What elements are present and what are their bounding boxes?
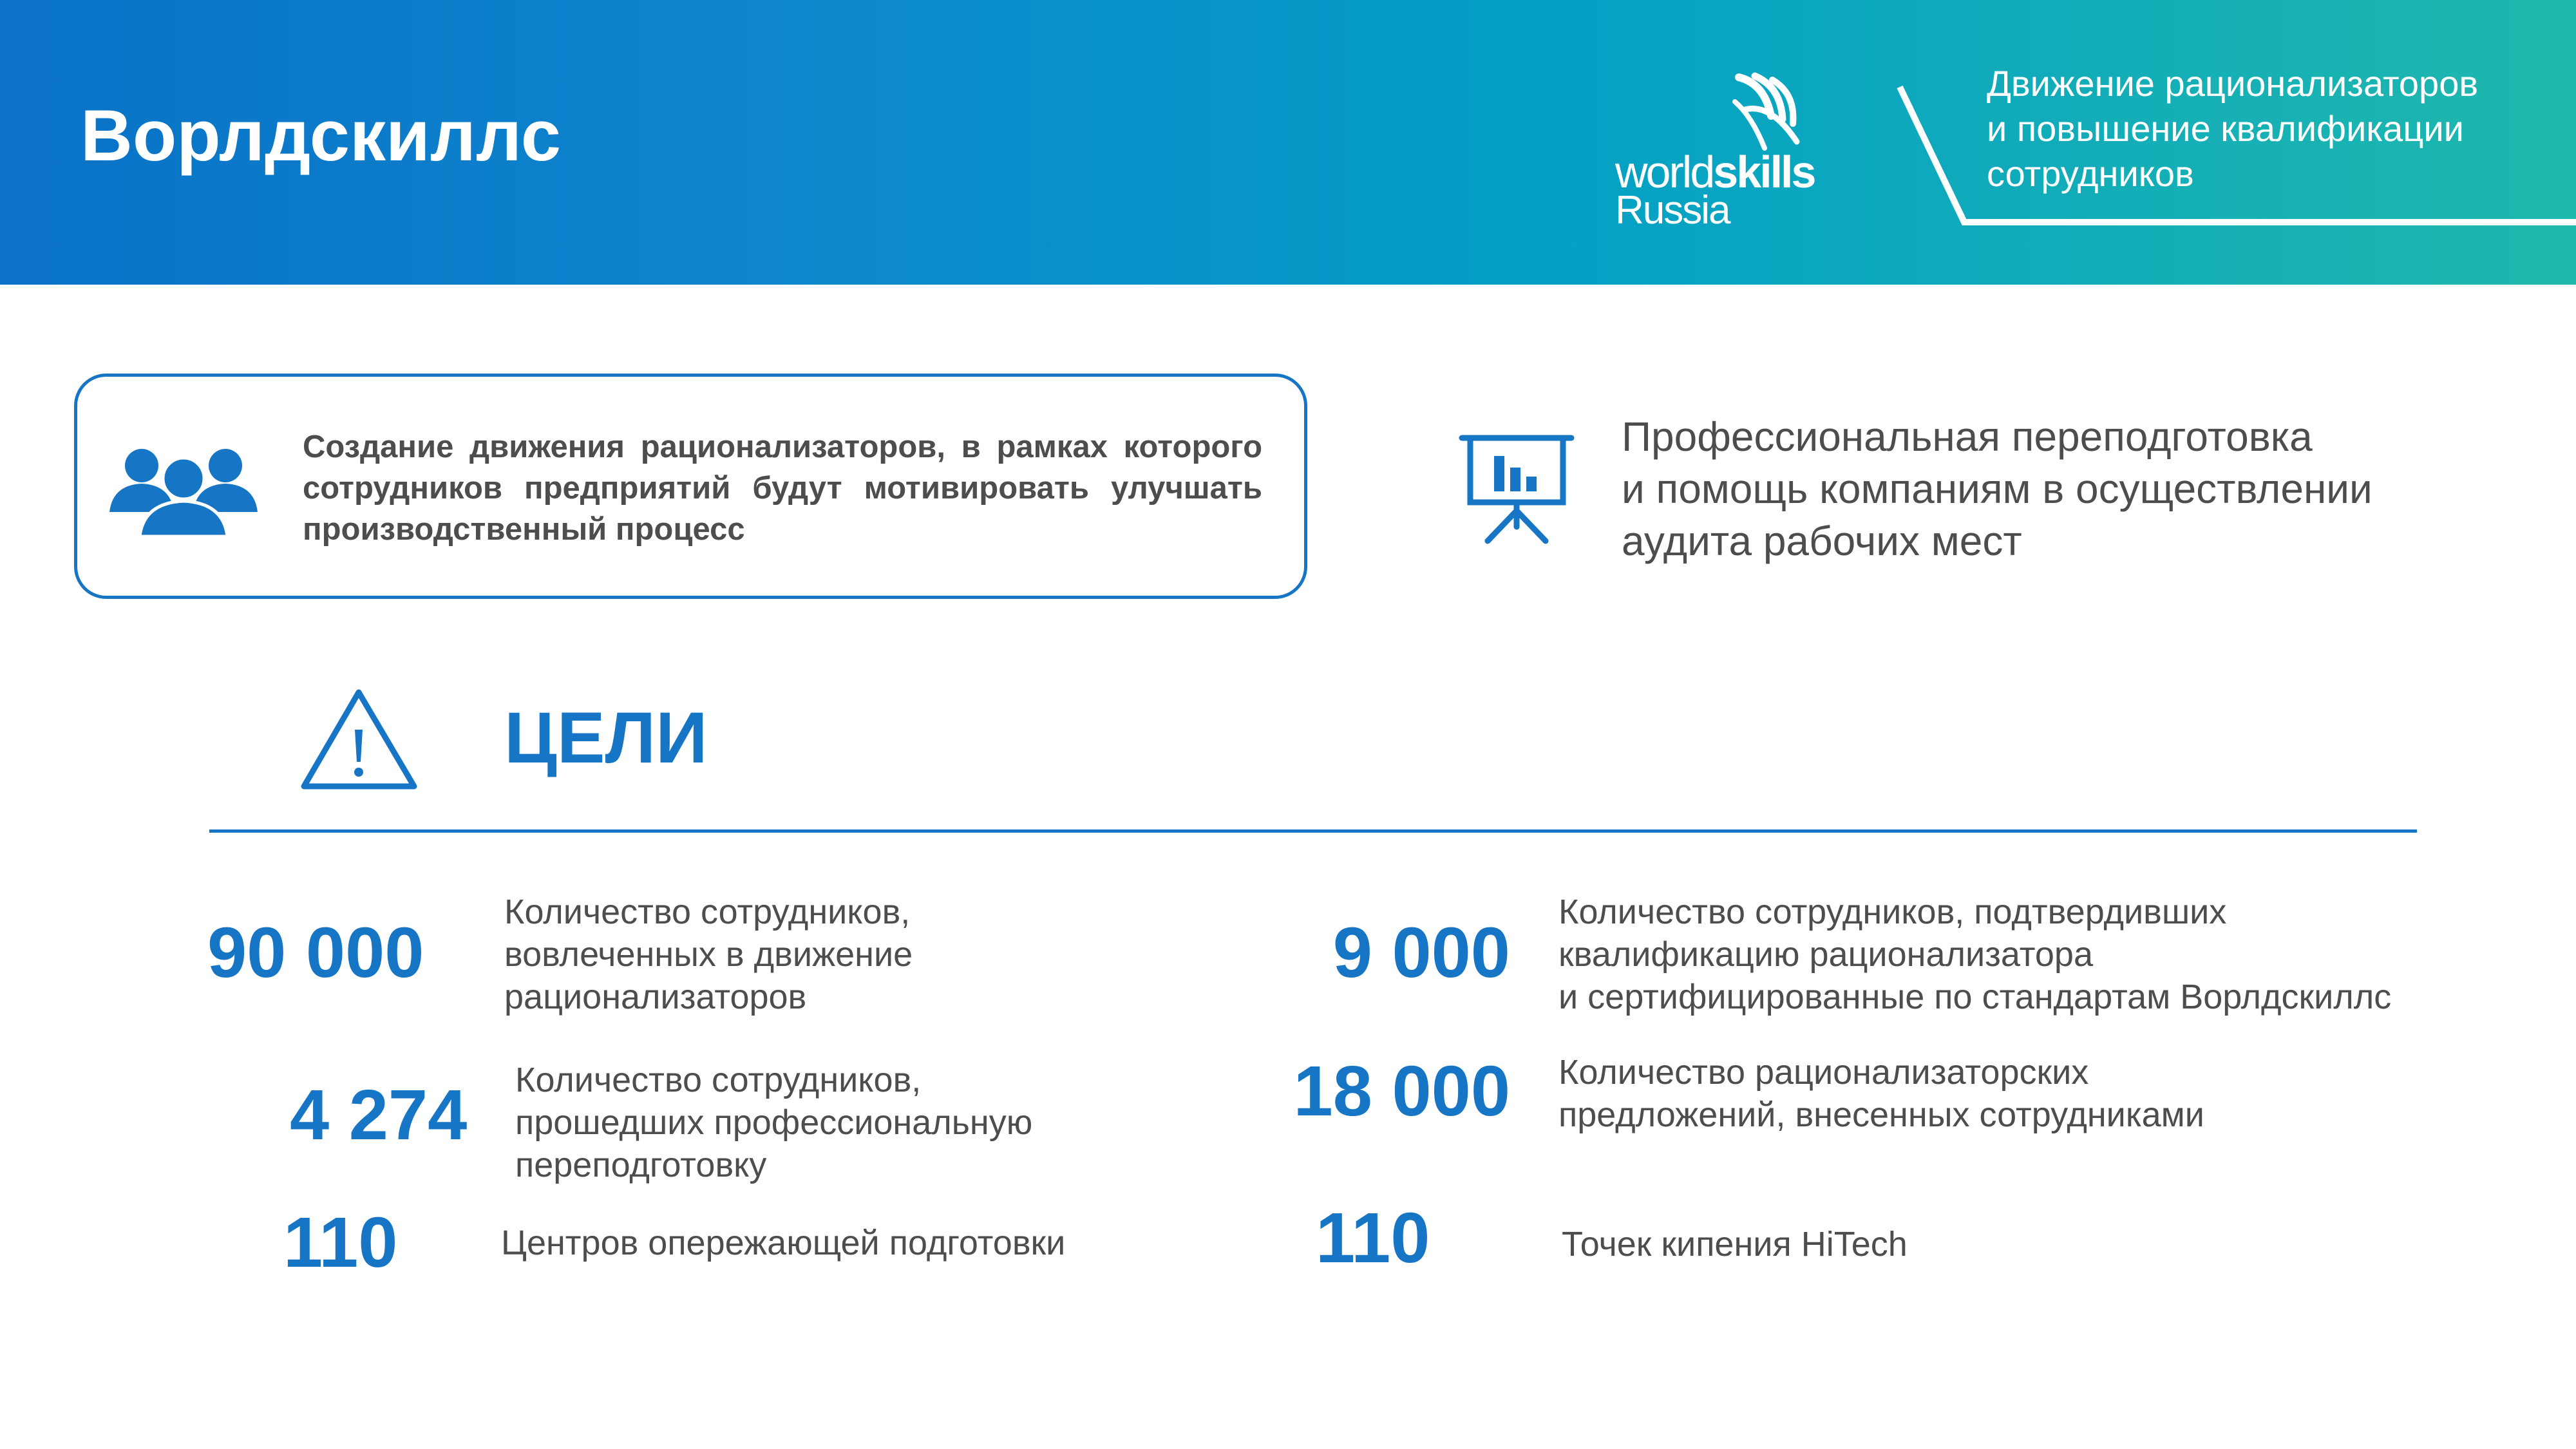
stat-line: прошедших профессиональную	[515, 1103, 1033, 1142]
stat-description	[1558, 1051, 2204, 1136]
stat-line: Точек кипения HiTech	[1562, 1225, 1908, 1264]
logo-word-light: world	[1615, 147, 1714, 197]
stat-value: 18 000	[1293, 1052, 1510, 1131]
logo-word-bold: skills	[1713, 147, 1815, 197]
worldskills-mark-icon	[1726, 71, 1810, 155]
stat-line: Количество сотрудников,	[515, 1061, 922, 1099]
header-note-line: сотрудников	[1987, 153, 2194, 194]
stat-line: рационализаторов	[504, 978, 807, 1016]
stat-line: вовлеченных в движение	[504, 935, 913, 974]
stat-line: Количество рационализаторских	[1558, 1053, 2089, 1092]
page-title: Ворлдскиллс	[80, 95, 561, 176]
movement-description: Создание движения рационализаторов, в рамках которого сотрудников предприятий будут мотивировать улучшать производственный процесс	[303, 430, 1262, 547]
retraining-line: Профессиональная переподготовка	[1622, 413, 2313, 460]
goals-divider	[209, 829, 2417, 833]
people-group-icon	[106, 441, 261, 538]
stat-value: 9 000	[1332, 913, 1510, 992]
stat-line: Центров опережающей подготовки	[501, 1224, 1066, 1262]
stat-line: предложений, внесенных сотрудниками	[1558, 1095, 2204, 1134]
stat-line: квалификацию рационализатора	[1558, 935, 2093, 974]
header-note-line: Движение рационализаторов	[1987, 63, 2479, 104]
retraining-line: и помощь компаниям в осуществлении	[1622, 466, 2372, 512]
worldskills-logo	[1610, 71, 1816, 232]
stat-description	[515, 1059, 1032, 1186]
stat-value: 4 274	[290, 1075, 468, 1155]
header-banner	[0, 0, 2576, 285]
stat-value: 90 000	[207, 913, 424, 992]
stat-description	[1562, 1223, 1908, 1265]
stat-description	[1558, 891, 2391, 1018]
logo-country: Russia	[1615, 188, 1730, 232]
stat-line: и сертифицированные по стандартам Ворлдскиллс	[1558, 978, 2392, 1016]
retraining-description	[1622, 411, 2562, 567]
stat-value: 110	[1316, 1198, 1430, 1278]
goals-title: ЦЕЛИ	[504, 697, 708, 778]
stat-description	[501, 1222, 1065, 1264]
header-note	[1987, 61, 2566, 196]
presentation-chart-icon	[1459, 430, 1575, 546]
stat-line: Количество сотрудников, подтвердивших	[1558, 893, 2227, 931]
stat-line: переподготовку	[515, 1146, 767, 1184]
stat-description	[504, 891, 913, 1018]
header-note-line: и повышение квалификации	[1987, 108, 2464, 149]
warning-icon	[299, 686, 419, 792]
stat-value: 110	[283, 1203, 398, 1282]
stat-line: Количество сотрудников,	[504, 893, 911, 931]
retraining-line: аудита рабочих мест	[1622, 518, 2022, 564]
